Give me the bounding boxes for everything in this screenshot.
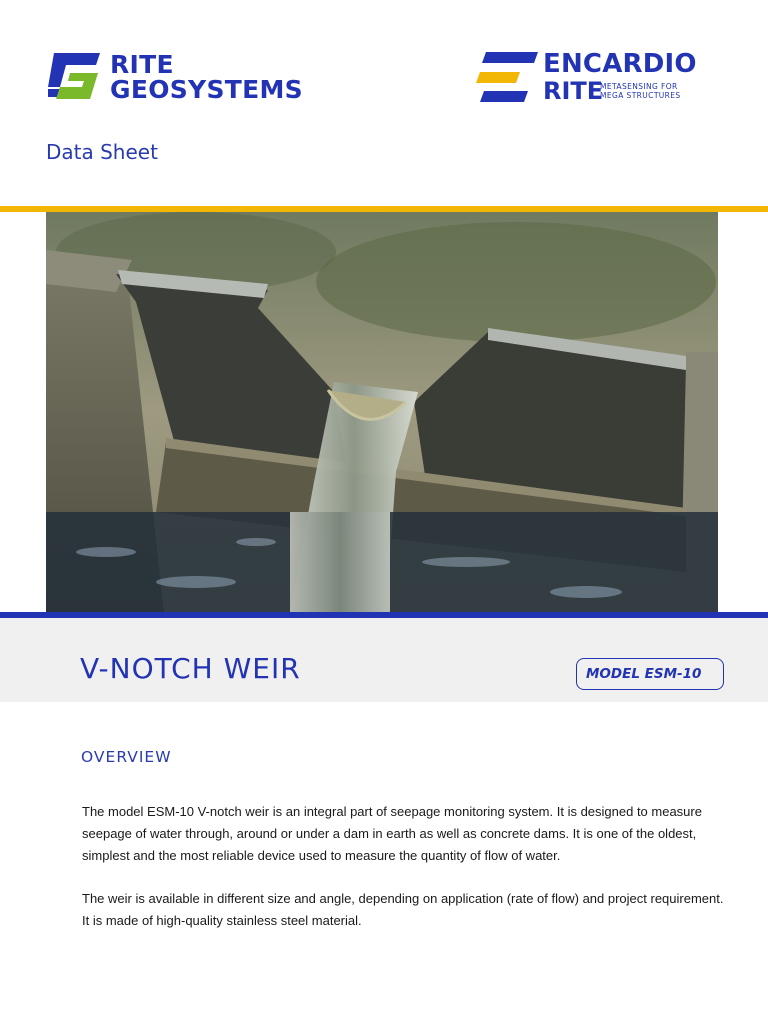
rite-wordmark: RITE xyxy=(543,77,604,105)
rite-geosystems-line1: RITE xyxy=(110,50,174,79)
rite-geosystems-logo xyxy=(46,52,316,104)
encardio-wordmark: ENCARDIO xyxy=(543,49,697,79)
product-title: V-NOTCH WEIR xyxy=(80,652,301,685)
v-notch-weir-photo-illustration xyxy=(46,212,718,612)
encardio-tagline: METASENSING FOR MEGA STRUCTURES xyxy=(600,82,681,100)
document-type-label: Data Sheet xyxy=(46,140,158,164)
model-badge: MODEL ESM-10 xyxy=(576,658,724,690)
product-photo xyxy=(46,212,718,612)
encardio-rite-logo xyxy=(476,50,716,106)
overview-paragraph: The weir is available in different size and angle, depending on application (rate of flow) and project requirement. It is made of high-quality stainless steel material. xyxy=(82,891,724,928)
encardio-rite-e-logo-icon xyxy=(476,52,538,102)
rite-geosystems-wordmark xyxy=(110,52,303,102)
rite-geosystems-line2: GEOSYSTEMS xyxy=(110,75,303,104)
overview-heading: OVERVIEW xyxy=(81,748,172,766)
rite-geosystems-g-logo-icon xyxy=(46,53,102,101)
overview-paragraph: The model ESM-10 V-notch weir is an integral part of seepage monitoring system. It is designed to measure seepage of water through, around or under a dam in earth as well as concrete dams. It is one of the oldest, simplest and the most reliable device used to measure the quantity of flow of water. xyxy=(82,804,702,863)
